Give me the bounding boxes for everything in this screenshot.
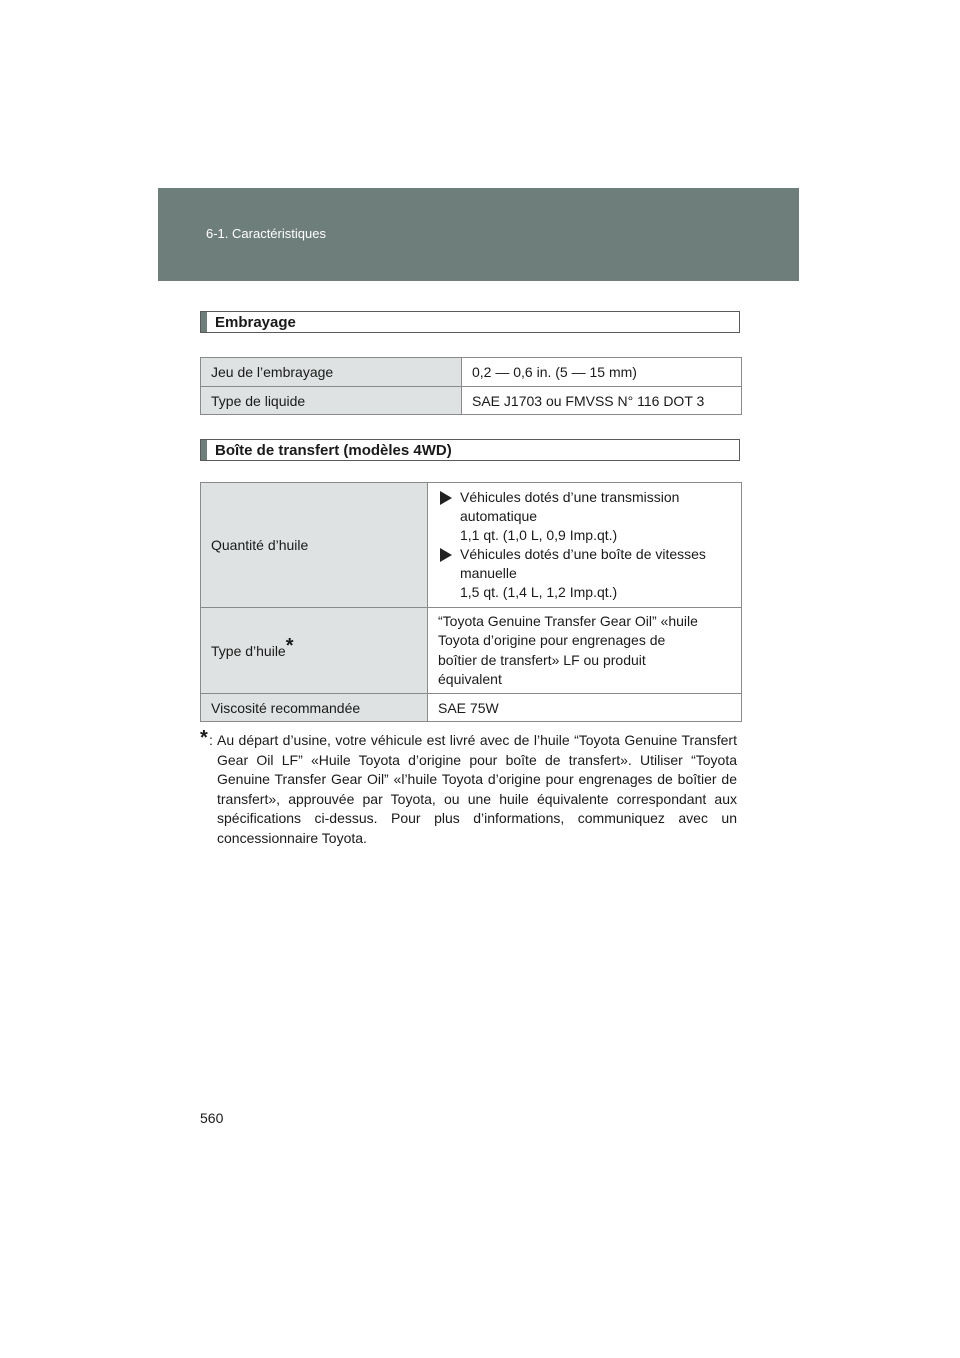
spec-label: Jeu de l’embrayage — [201, 358, 462, 387]
spec-label: Type de liquide — [201, 387, 462, 415]
spec-value: SAE 75W — [428, 694, 742, 722]
transfer-section-title — [200, 439, 740, 461]
triangle-bullet-icon — [440, 491, 452, 505]
footnote — [200, 727, 737, 849]
clutch-section-title — [200, 311, 740, 333]
title-accent-bar — [201, 440, 207, 460]
triangle-bullet-icon — [440, 548, 452, 562]
footnote-text: Au départ d’usine, votre véhicule est livré avec de l’huile “Toyota Genuine Transfert Gear Oil LF” «Huile Toyota d’origine pour boîte de transfert». Utiliser “Toyota Genuine Transfer Gear Oil” «l’huile Toyota d’origine pour engrenages de boîtier de transfert», approuvée par Toyota, ou une huile équivalente correspondant aux spécifications ci-dessus. Pour plus d’informations, communiquez avec un concessionnaire Toyota. — [217, 732, 737, 846]
spec-value — [428, 483, 742, 608]
spec-label: Type d’huile* — [201, 608, 428, 694]
list-item: Véhicules dotés d’une transmission automatique 1,1 qt. (1,0 L, 0,9 Imp.qt.) — [438, 488, 731, 545]
table-row — [201, 358, 742, 387]
header-band — [158, 188, 799, 281]
spec-label: Viscosité recommandée — [201, 694, 428, 722]
spec-value: “Toyota Genuine Transfer Gear Oil” «huile Toyota d’origine pour engrenages de boîtier de transfert» LF ou produit équivalent — [428, 608, 742, 694]
clutch-title: Embrayage — [215, 314, 296, 331]
table-row — [201, 483, 742, 608]
section-label: 6-1. Caractéristiques — [206, 226, 326, 241]
table-row — [201, 608, 742, 694]
table-row — [201, 694, 742, 722]
transfer-title: Boîte de transfert (modèles 4WD) — [215, 442, 452, 459]
table-row — [201, 387, 742, 415]
footnote-marker: * — [285, 634, 294, 657]
list-item: Véhicules dotés d’une boîte de vitesses manuelle 1,5 qt. (1,4 L, 1,2 Imp.qt.) — [438, 545, 731, 602]
spec-value: 0,2 — 0,6 in. (5 — 15 mm) — [462, 358, 742, 387]
spec-label: Quantité d’huile — [201, 483, 428, 608]
title-accent-bar — [201, 312, 207, 332]
page-number: 560 — [200, 1110, 224, 1126]
footnote-separator: : — [209, 732, 213, 748]
clutch-spec-table — [200, 357, 742, 415]
transfer-spec-table — [200, 482, 742, 722]
spec-value: SAE J1703 ou FMVSS N° 116 DOT 3 — [462, 387, 742, 415]
footnote-marker: * — [200, 727, 208, 749]
